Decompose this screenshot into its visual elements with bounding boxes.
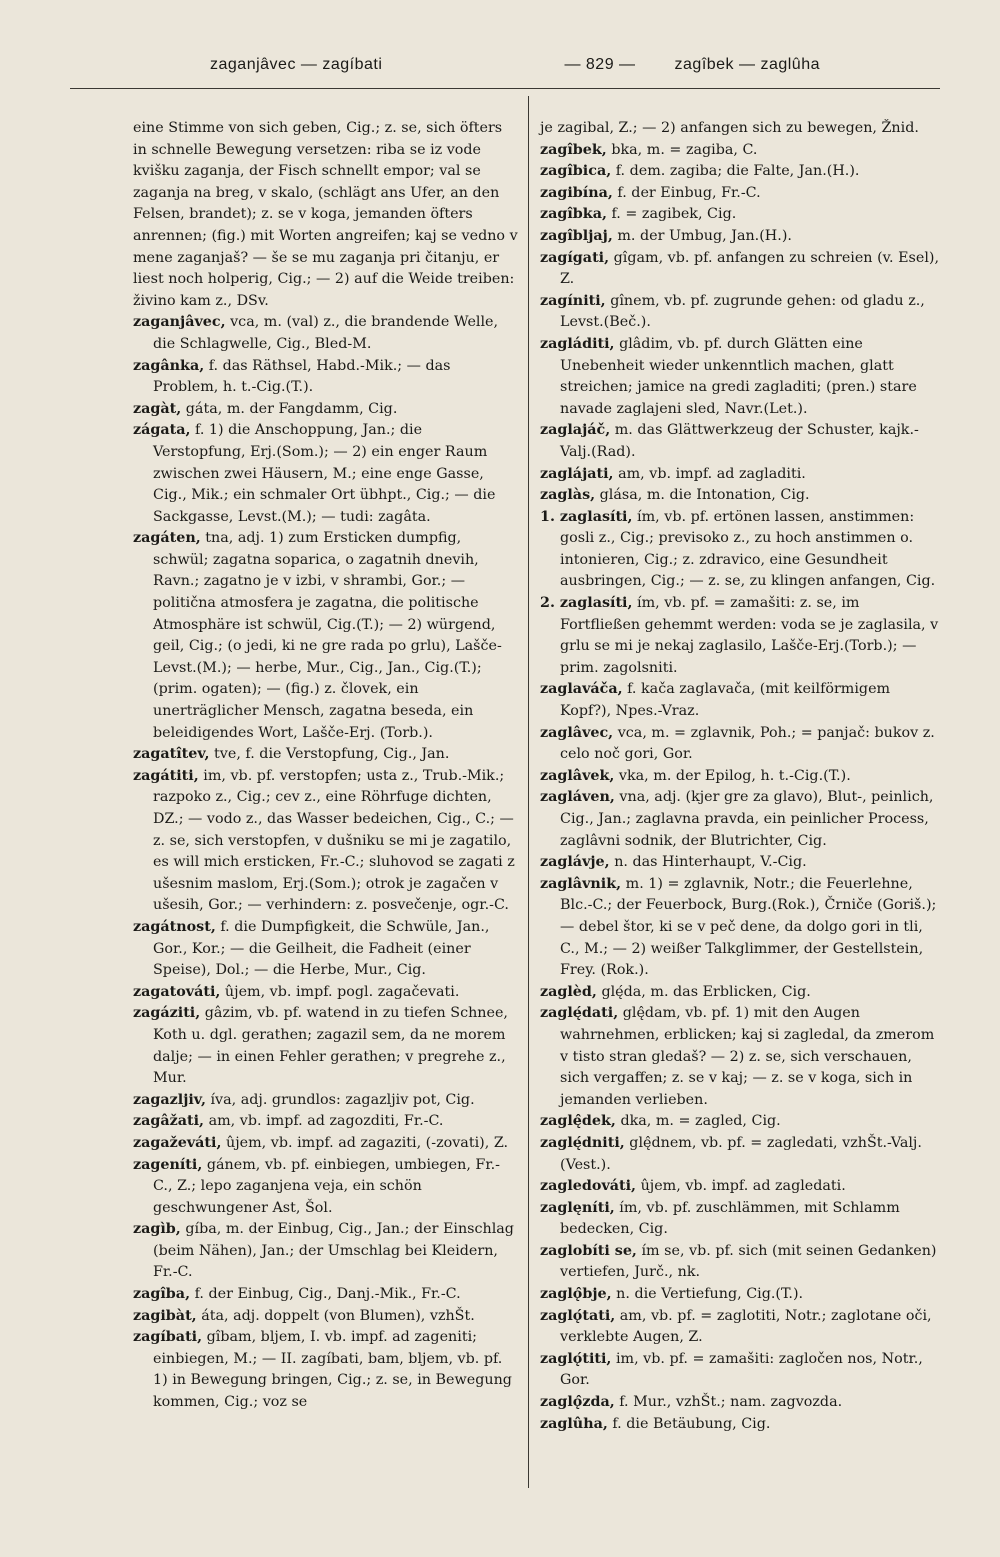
entry-definition: ím se, vb. pf. sich (mit seinen Gedanken) vertiefen, Jurč., nk. [560,1242,937,1281]
headword: zagazljiv, [133,1091,206,1108]
dictionary-entry [133,982,518,1004]
entry-definition: ím, vb. pf. ertönen lassen, anstimmen: gosli z., Cig.; previsoko z., zu hoch anstimmen o. intonieren, Cig.; z. zdravico, eine Gesundheit ausbringen, Cig.; — z. se, zu klingen anfangen, Cig. [560,508,936,590]
entry-definition: tna, adj. 1) zum Ersticken dumpfig, schwül; zagatna soparica, o zagatnih dnevih, Ravn.; zagatno je v izbi, v shrambi, Gor.; — politična atmosfera je zagatna, die politische Atmosphäre ist schwül, Cig.(T.); — 2) würgend, geil, Cig.; (o jedi, ki ne gre rada po grlu), Lašče-Levst.(M.); — herbe, Mur., Cig., Jan., Cig.(T.); (prim. ogaten); — (fig.) z. človek, ein unerträglicher Mensch, zagatna beseda, ein beleidigendes Wort, Lašče-Erj. (Torb.). [153,530,502,741]
entry-definition: gîgam, vb. pf. anfangen zu schreien (v. Esel), Z. [560,249,940,288]
header-left-guidewords: zaganjâvec — zagíbati [210,56,383,73]
headword: zaglǫ̂zda, [540,1394,615,1411]
entry-definition: f. kača zaglavača, (mit keilförmigem Kopf?), Npes.-Vraz. [560,681,891,720]
dictionary-entry [133,528,518,744]
headword: zagàt, [133,400,182,417]
entry-definition: glâdim, vb. pf. durch Glätten eine Unebenheit wieder unkenntlich machen, glatt streichen; jamice na gredi zagladiti; (pren.) stare navade zaglajeni sled, Navr.(Let.). [560,335,917,417]
dictionary-entry [540,1176,940,1198]
entry-definition: f. das Räthsel, Habd.-Mik.; — das Problem, h. t.-Cig.(T.). [153,357,451,396]
dictionary-entry [540,334,940,420]
headword: zagîba, [133,1286,191,1303]
entry-definition: am, vb. impf. ad zagladiti. [618,465,806,482]
entry-definition: glása, m. die Intonation, Cig. [599,487,810,504]
entry-definition: ûjem, vb. impf. ad zagledati. [640,1178,846,1195]
dictionary-entry [133,399,518,421]
headword: zagîbica, [540,163,612,180]
headword: zaglâvnik, [540,875,622,892]
entry-definition: gíba, m. der Einbug, Cig., Jan.; der Einschlag (beim Nähen), Jan.; der Umschlag bei Kleidern, Fr.-C. [153,1221,514,1281]
entry-definition: n. das Hinterhaupt, V.-Cig. [614,854,807,871]
headword: zagîbka, [540,206,607,223]
dictionary-entry [133,1090,518,1112]
dictionary-entry [133,1111,518,1133]
headword: zagatováti, [133,983,221,1000]
headword: zagígati, [540,249,610,266]
headword: zagátiti, [133,767,199,784]
headword: zagîbek, [540,141,607,158]
dictionary-entry [133,1219,518,1284]
dictionary-entry [540,1198,940,1241]
headword: zaglávje, [540,854,610,871]
dictionary-entry [540,852,940,874]
dictionary-entry [133,1155,518,1220]
dictionary-entry [133,766,518,917]
dictionary-entry [540,1133,940,1176]
dictionary-entry [540,723,940,766]
dictionary-entry [540,507,940,593]
dictionary-entry [540,226,940,248]
dictionary-entry [540,140,940,162]
headword: zagîbljaj, [540,227,613,244]
entry-definition: eine Stimme von sich geben, Cig.; z. se, sich öfters in schnelle Bewegung versetzen: riba se iz vode kvišku zaganja, der Fisch schnellt empor; val se zaganja na breg, v skalo, (schlägt ans Ufer, an den Felsen, brandet); z. se v koga, jemanden öfters anrennen; (fig.) mit Worten angreifen; kaj se vedno v mene zaganjaš? — še se mu zaganja pri čitanju, er liest noch holperig, Cig.; — 2) auf die Weide treiben: živino kam z., DSv. [133,120,518,309]
dictionary-entry [540,1003,940,1111]
headword: zaglájati, [540,465,614,482]
headword: zaglâvec, [540,724,614,741]
dictionary-entry [540,982,940,1004]
dictionary-entry [133,356,518,399]
entry-definition: f. = zagibek, Cig. [611,206,737,223]
entry-definition: ûjem, vb. impf. pogl. zagačevati. [224,983,460,1000]
dictionary-entry [133,1133,518,1155]
entry-definition: glę̂dnem, vb. pf. = zagledati, vzhŠt.-Valj.(Vest.). [560,1134,922,1173]
entry-definition: f. Mur., vzhŠt.; nam. zagvozda. [619,1394,843,1411]
headword: 1. zaglasíti, [540,508,633,525]
dictionary-entry [540,1414,940,1436]
entry-definition: m. das Glättwerkzeug der Schuster, kajk.-Valj.(Rad). [560,422,919,460]
dictionary-entry [133,917,518,982]
headword: zagâžati, [133,1113,205,1130]
dictionary-entry [540,485,940,507]
right-column [540,118,940,1435]
entry-definition: n. die Vertiefung, Cig.(T.). [616,1286,804,1303]
headword: zaglę̂dek, [540,1113,616,1130]
dictionary-entry [540,1284,940,1306]
headword: zagláditi, [540,335,615,352]
headword: zaganjâvec, [133,314,226,331]
dictionary-entry [540,118,940,140]
headword: zaglaváča, [540,681,623,698]
dictionary-entry [540,593,940,679]
entry-definition: áta, adj. doppelt (von Blumen), vzhŠt. [201,1307,475,1324]
entry-definition: ím, vb. pf. zuschlämmen, mit Schlamm bedecken, Cig. [560,1199,900,1238]
dictionary-entry [133,118,518,312]
header-right-guidewords: zagîbek — zaglûha [674,56,820,73]
entry-definition: f. 1) die Anschoppung, Jan.; die Verstopfung, Erj.(Som.); — 2) ein enger Raum zwischen zwei Häusern, M.; eine enge Gasse, Cig., Mik.; ein schmaler Ort übhpt., Cig.; — die Sackgasse, Levst.(M.); — tudi: zagâta. [153,422,496,525]
headword: zaglǫ́titi, [540,1350,612,1367]
headword: zaglajáč, [540,422,611,439]
left-column [133,118,518,1414]
headword: zagláven, [540,789,615,806]
entry-definition: gánem, vb. pf. einbiegen, umbiegen, Fr.-C., Z.; lepo zaganjena veja, ein schön geschwungener Ast, Šol. [153,1156,500,1216]
dictionary-entry [540,1392,940,1414]
headword: zaglobíti se, [540,1242,637,1259]
dictionary-entry [540,1241,940,1284]
entry-definition: m. 1) = zglavnik, Notr.; die Feuerlehne, Blc.-C.; der Feuerbock, Burg.(Rok.), Črniče (Goriš.); — debel štor, ki se v peč dene, da dolgo gori in tli, C., M.; — 2) weißer Talkglimmer, der Gestellstein, Frey. (Rok.). [560,875,937,979]
dictionary-entry [540,161,940,183]
entry-definition: im, vb. pf. verstopfen; usta z., Trub.-Mik.; razpoko z., Cig.; cev z., eine Röhrfuge dichten, DZ.; — vodo z., das Wasser bedeichen, Cig., C.; — z. se, sich verstopfen, v dušniku se mi je zagatilo, es will mich ersticken, Fr.-C.; sluhovod se zagati z ušesnim maslom, Erj.(Som.); otrok je zagačen v ušesih, Gor.; — verhindern: z. posvečenje, ogr.-C. [153,767,515,914]
entry-definition: m. der Umbug, Jan.(H.). [617,227,792,244]
header-rule [70,88,940,89]
entry-definition: vca, m. (val) z., die brandende Welle, die Schlagwelle, Cig., Bled-M. [153,314,499,352]
dictionary-entry [540,420,940,463]
dictionary-entry [133,1003,518,1089]
entry-definition: am, vb. impf. ad zagozditi, Fr.-C. [208,1113,444,1130]
headword: zaglę́dniti, [540,1134,625,1151]
dictionary-entry [133,1284,518,1306]
column-divider [528,96,529,1488]
headword: zaglâvek, [540,767,615,784]
dictionary-entry [540,291,940,334]
headword: zagibàt, [133,1307,197,1324]
entry-definition: am, vb. pf. = zaglotiti, Notr.; zaglotane oči, verklebte Augen, Z. [560,1307,932,1346]
entry-definition: f. der Einbug, Cig., Danj.-Mik., Fr.-C. [194,1286,461,1303]
headword: zaglûha, [540,1415,608,1432]
entry-definition: glę̂dam, vb. pf. 1) mit den Augen wahrnehmen, erblicken; kaj si zagledal, da zmerom v tisto stran gledaš? — 2) z. se, sich verschauen, sich vergaffen; z. se v kaj; — z. se v koga, sich in jemanden verlieben. [560,1005,935,1108]
entry-definition: f. die Dumpfigkeit, die Schwüle, Jan., Gor., Kor.; — die Geilheit, die Fadheit (einer Speise), Dol.; — die Herbe, Mur., Cig. [153,918,490,979]
headword: zagìb, [133,1221,181,1238]
headword: zagânka, [133,357,205,374]
entry-definition: je zagibal, Z.; — 2) anfangen sich zu bewegen, Žnid. [540,120,919,136]
headword: zaglǫ̂bje, [540,1286,612,1303]
dictionary-entry [540,679,940,722]
dictionary-entry [133,420,518,528]
dictionary-entry [540,1306,940,1349]
entry-definition: vna, adj. (kjer gre za glavo), Blut-, peinlich, Cig., Jan.; zaglavna pravda, ein peinlicher Process, zaglâvni sodnik, der Blutrichter, Cig. [560,789,934,849]
headword: 2. zaglasíti, [540,595,633,612]
headword: zaglǫ́tati, [540,1307,616,1324]
entry-definition: gîbam, bljem, I. vb. impf. ad zageniti; einbiegen, M.; — II. zagíbati, bam, bljem, vb. pf. 1) in Bewegung bringen, Cig.; z. se, in Bewegung kommen, Cig.; voz se [153,1329,512,1411]
entry-definition: im, vb. pf. = zamašiti: zagločen nos, Notr., Gor. [560,1350,923,1389]
headword: zágata, [133,422,191,439]
entry-definition: íva, adj. grundlos: zagazljiv pot, Cig. [210,1091,475,1108]
entry-definition: gînem, vb. pf. zugrunde gehen: od gladu z., Levst.(Beč.). [560,292,925,331]
running-header [60,56,940,86]
headword: zagátnost, [133,918,216,935]
headword: zaglèd, [540,983,597,1000]
dictionary-entry [540,766,940,788]
headword: zagáten, [133,530,201,547]
headword: zagáziti, [133,1005,201,1022]
headword: zaglę́dati, [540,1005,619,1022]
headword: zagatîtev, [133,746,210,763]
entry-definition: f. der Einbug, Fr.-C. [617,184,761,201]
dictionary-entry [133,1327,518,1413]
dictionary-entry [540,787,940,852]
dictionary-entry [133,312,518,355]
headword: zaglęníti, [540,1199,615,1216]
entry-definition: bka, m. = zagiba, C. [611,141,758,158]
page-number: — 829 — [564,56,636,73]
entry-definition: gâzim, vb. pf. watend in zu tiefen Schnee, Koth u. dgl. gerathen; zagazil sem, da ne morem dalje; — in einen Fehler gerathen; v pregrehe z., Mur. [153,1005,508,1087]
headword: zageníti, [133,1156,203,1173]
dictionary-entry [540,204,940,226]
entry-definition: f. die Betäubung, Cig. [612,1415,771,1432]
dictionary-entry [540,183,940,205]
dictionary-entry [133,744,518,766]
entry-definition: dka, m. = zagled, Cig. [620,1113,781,1130]
dictionary-entry [540,1111,940,1133]
headword: zagibína, [540,184,613,201]
entry-definition: vca, m. = zglavnik, Poh.; = panjač: bukov z. celo noč gori, Gor. [560,724,935,763]
entry-definition: gáta, m. der Fangdamm, Cig. [185,400,398,417]
headword: zagíbati, [133,1329,203,1346]
dictionary-entry [540,1349,940,1392]
dictionary-entry [540,248,940,291]
entry-definition: ûjem, vb. impf. ad zagaziti, (-zovati), Z. [226,1134,509,1151]
dictionary-entry [540,874,940,982]
headword: zagledováti, [540,1178,637,1195]
entry-definition: tve, f. die Verstopfung, Cig., Jan. [214,746,450,763]
headword: zagíniti, [540,292,606,309]
entry-definition: ím, vb. pf. = zamašiti: z. se, im Fortfließen gehemmt werden: voda se je zaglasila, v grlu se mi je nekaj zaglasilo, Lašče-Erj.(Torb.); — prim. zagolsniti. [560,595,939,676]
headword: zagaževáti, [133,1134,222,1151]
dictionary-entry [133,1306,518,1328]
dictionary-entry [540,464,940,486]
entry-definition: vka, m. der Epilog, h. t.-Cig.(T.). [618,767,851,784]
entry-definition: f. dem. zagiba; die Falte, Jan.(H.). [615,163,860,180]
headword: zaglàs, [540,487,596,504]
entry-definition: glę́da, m. das Erblicken, Cig. [601,983,811,1000]
